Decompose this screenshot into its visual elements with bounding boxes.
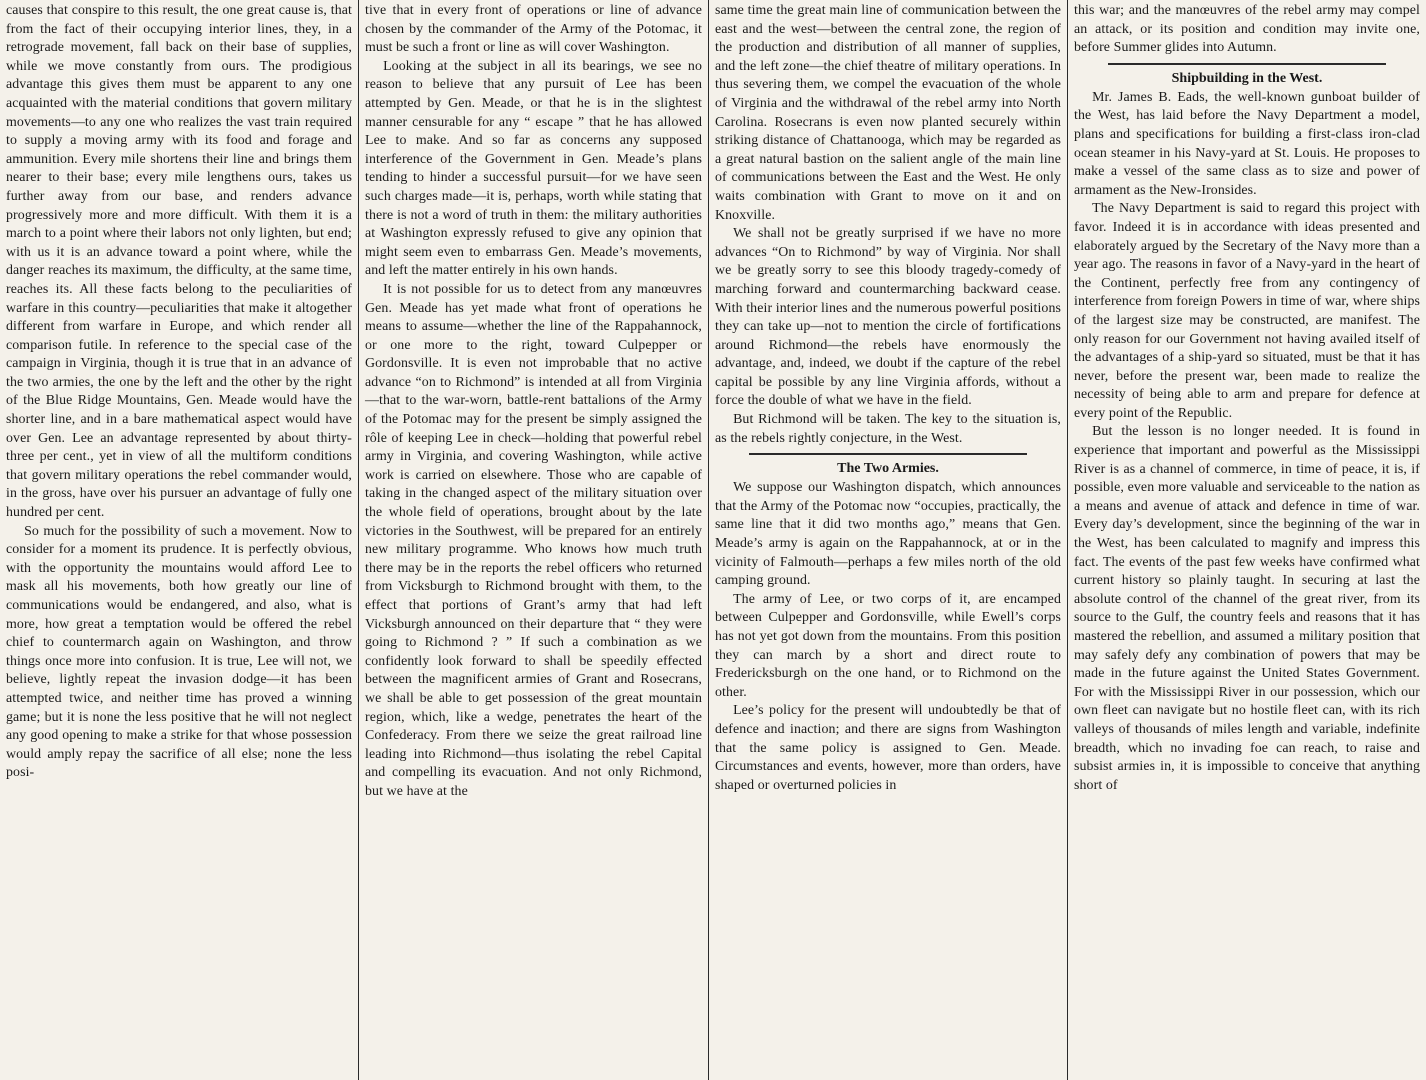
paragraph: Looking at the subject in all its bearings, we see no reason to believe that any pursuit of Lee has been attempted by Gen. Meade, or that he is in the slightest manner censurable for any “ escape ” that he has allowed Lee to make. And so far as concerns any supposed interference of the Government in Gen. Meade’s plans tending to hinder a successful pursuit—for we have seen such charges made—it is, perhaps, worth while stating that there is not a word of truth in them: the military authorities at Washington expressly refused to give any opinion that might seem even to embarrass Gen. Meade’s movements, and left the matter entirely in his own hands.: [365, 58, 702, 279]
paragraph: We suppose our Washington dispatch, which announces that the Army of the Potomac now “occupies, practically, the same line that it did two months ago,” means that Gen. Meade’s army is again on the Rappahannock, at or in the vicinity of Falmouth—perhaps a few miles north of the old camping ground.: [715, 480, 1061, 589]
paragraph: The army of Lee, or two corps of it, are encamped between Culpepper and Gordonsville, while Ewell’s corps has not yet got down from the mountains. From this position they can march by a short and direct route to Fredericksburgh on the one hand, or to Richmond on the other.: [715, 591, 1061, 700]
column-2: [359, 0, 708, 1080]
paragraph: So much for the possibility of such a movement. Now to consider for a moment its prudence. It is perfectly obvious, with the opportunity the mountains would afford Lee to mask all his movements, both how greatly our line of communications would be endangered, and also, what is more, how great a temptation would be offered the rebel chief to countermarch again on Washington, and throw things once more into confusion. It is true, Lee will not, we believe, lightly repeat the invasion dodge—it has been attempted twice, and neither time has proved a winning game; but it is none the less positive that he will not neglect any good opening to make a strike for that whose possession would amply repay the sacrifice of all else; none the less posi-: [6, 523, 352, 781]
article-headline: The Two Armies.: [837, 461, 939, 477]
article-headline: Shipbuilding in the West.: [1171, 70, 1323, 86]
paragraph: Lee’s policy for the present will undoubtedly be that of defence and inaction; and there are signs from Washington that the same policy is assigned to Gen. Meade. Circumstances and events, however, more than orders, have shaped or overturned policies in: [715, 703, 1061, 793]
paragraph: tive that in every front of operations or line of advance chosen by the commander of the Army of the Potomac, it must be such a front or line as will cover Washington.: [365, 3, 702, 56]
paragraph: this war; and the manœuvres of the rebel army may compel an attack, or its position and condition may invite one, before Summer glides into Autumn.: [1074, 3, 1420, 56]
paragraph: The Navy Department is said to regard this project with favor. Indeed it is in accordance with ideas presented and elaborately argued by the Secretary of the Navy more than a year ago. The reasons in favor of a Navy-yard in the heart of the Continent, perfectly free from any contingency of interference from foreign Powers in time of war, where ships of the largest size may be constructed, are manifest. The only reason for our Government not having availed itself of the advantages of a ship-yard so situated, must be that it has never, before the present war, been made to realize the necessity of being able to arm and prepare for defence at every point of the Republic.: [1074, 201, 1420, 421]
paragraph: causes that conspire to this result, the one great cause is, that from the fact of their occupying interior lines, they, in a retrograde movement, fall back on their base of supplies, while we move constantly from ours. The prodigious advantage this gives them must be apparent to any one acquainted with the material conditions that govern military movements—to any one who realizes the vast train required to supply a moving army with its food and forage and ammunition. Every mile shortens their line and brings them nearer to their base; every mile lengthens ours, takes us further away from our base, and renders advance progressively more and more difficult. With them it is a march to a point where their labors not only lighten, but end; with us it is an advance toward a point where, while the danger reaches its maximum, the difficulty, at the same time, reaches its. All these facts belong to the peculiarities of warfare in this country—peculiarities that make it altogether different from warfare in Europe, and which render all comparison futile. In reference to the special case of the campaign in Virginia, though it is true that in an advance of the two armies, the one by the left and the other by the right of the Blue Ridge Mountains, Gen. Meade would have the shorter line, and in a bare mathematical aspect would have over Gen. Lee an advantage represented by about thirty-three per cent., yet in view of all the multiform conditions that govern military operations the rebel commander would, in the gross, have over his pursuer an advantage of fully one hundred per cent.: [6, 3, 352, 521]
column-4: [1068, 0, 1426, 1080]
paragraph: But Richmond will be taken. The key to the situation is, as the rebels rightly conjecture, in the West.: [715, 412, 1061, 446]
paragraph: It is not possible for us to detect from any manœuvres Gen. Meade has yet made what front of operations he means to assume—whether the line of the Rappahannock, or one more to the right, toward Culpepper or Gordonsville. It is even not improbable that no active advance “on to Richmond” is intended at all from Virginia—that to the war-worn, battle-rent battalions of the Army of the Potomac may for the present be simply assigned the rôle of keeping Lee in check—holding that powerful rebel army in Virginia, and covering Washington, while active work is carried on elsewhere. Those who are capable of taking in the changed aspect of the military situation over the whole field of operations, brought about by the late victories in the Southwest, will be prepared for an entirely new military programme. Who knows how much truth there may be in the reports the rebel officers who returned from Vicksburgh to Richmond brought with them, to the effect that portions of Grant’s army that had left Vicksburgh announced on their departure that “ they were going to Richmond ? ” If such a combination as we confidently look forward to shall be speedily effected between the magnificent armies of Grant and Rosecrans, we shall be able to get possession of the great mountain region, which, like a wedge, penetrates the heart of the Confederacy. From there we seize the great railroad line leading into Richmond—thus isolating the rebel Capital and compelling its evacuation. And not only Richmond, but we have at the: [365, 281, 702, 799]
section-divider: [749, 453, 1027, 455]
column-3: [709, 0, 1067, 1080]
section-divider: [1108, 63, 1386, 65]
column-1: [0, 0, 358, 1080]
paragraph: Mr. James B. Eads, the well-known gunboat builder of the West, has laid before the Navy Department a model, plans and specifications for building a first-class iron-clad ocean steamer in his Navy-yard at St. Louis. He proposes to make a vessel of the same class as to size and power of armament as the New-Ironsides.: [1074, 89, 1420, 198]
paragraph: We shall not be greatly surprised if we have no more advances “On to Richmond” by way of Virginia. Nor shall we be greatly sorry to see this bloody tragedy-comedy of marching forward and countermarching backward cease. With their interior lines and the numerous powerful positions they can take up—not to mention the circle of fortifications around Richmond—the rebels have enormously the advantage, and, indeed, we doubt if the capture of the rebel capital be possible by any line Virginia affords, without a force the double of what we have in the field.: [715, 226, 1061, 409]
paragraph: But the lesson is no longer needed. It is found in experience that important and powerful as the Mississippi River is as a channel of commerce, in time of peace, it is, if possible, even more valuable and serviceable to the nation as a means and avenue of attack and defence in time of war. Every day’s development, since the beginning of the war in the West, has been calculated to magnify and impress this fact. The events of the past few weeks have confirmed what current history so plainly taught. In securing at last the absolute control of the channel of the great river, from its source to the Gulf, the country feels and reasons that it has mastered the rebellion, and assumed a military position that may safely defy any combination of powers that may be made in the future against the United States Government. For with the Mississippi River in our possession, which our own fleet can navigate but no hostile fleet can, with its rich valleys of thousands of miles length and variable, indefinite breadth, which no invading foe can reach, to raise and subsist armies in, it is impossible to conceive that anything short of: [1074, 424, 1420, 793]
paragraph: same time the great main line of communication between the east and the west—between the central zone, the region of the production and distribution of all manner of supplies, and the left zone—the chief theatre of military operations. In thus severing them, we compel the evacuation of the whole of Virginia and the withdrawal of the rebel army into North Carolina. Rosecrans is even now planted securely within striking distance of Chattanooga, which may be regarded as a great natural bastion on the salient angle of the main line of communications between the East and the West. He only waits combination with Grant to move on it and on Knoxville.: [715, 3, 1061, 223]
